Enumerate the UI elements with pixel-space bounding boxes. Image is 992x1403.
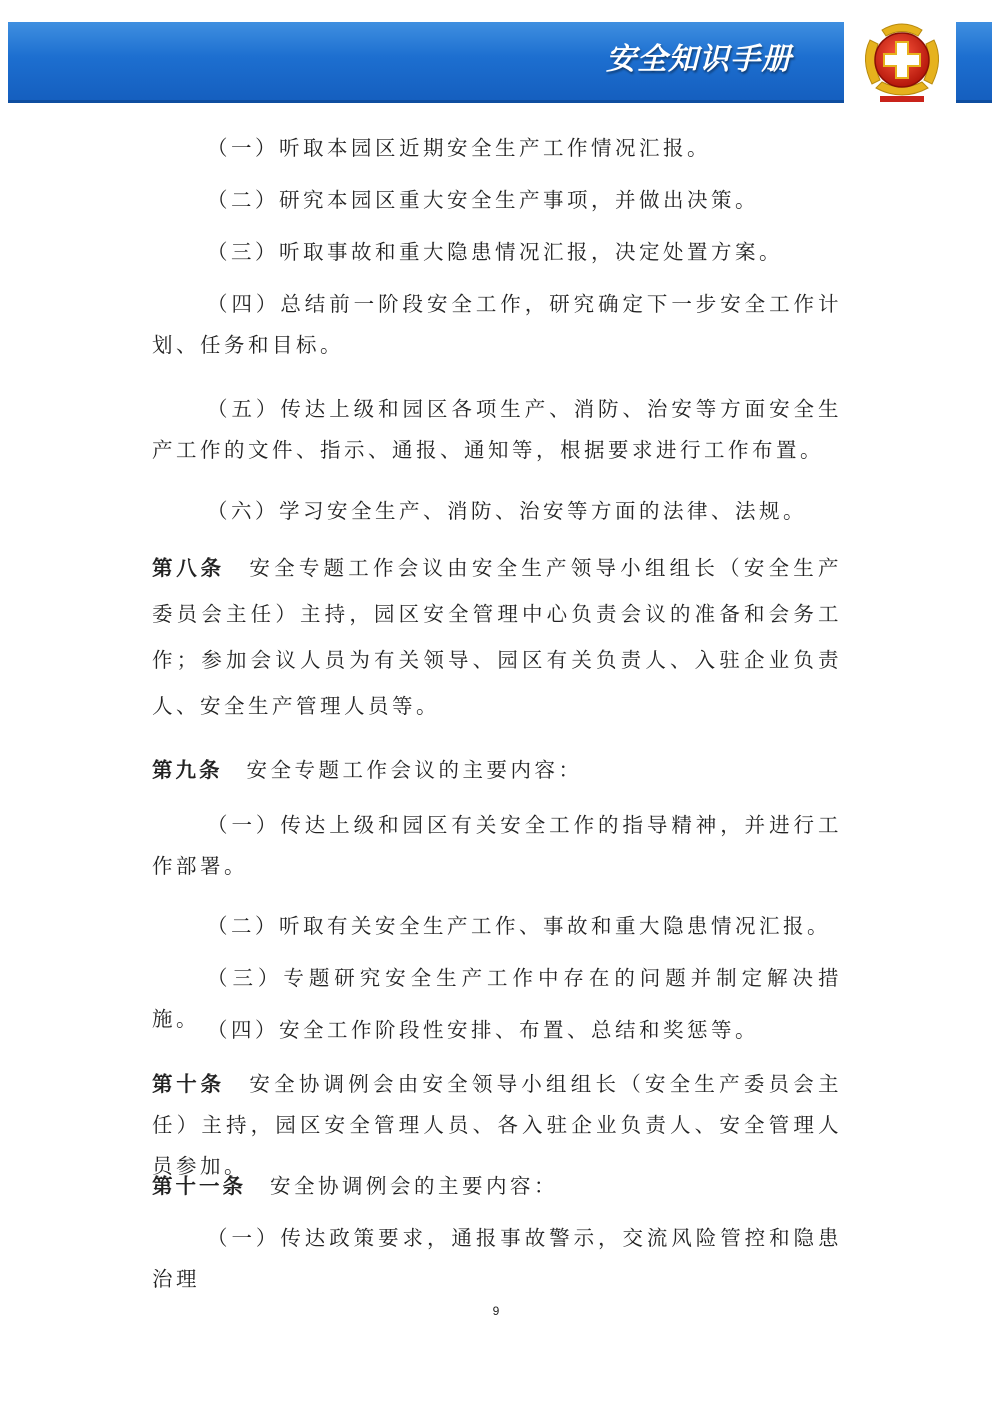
paragraph-text: （一）传达政策要求，通报事故警示，交流风险管控和隐患治理 [152, 1226, 842, 1291]
article-label: 第十条 [152, 1072, 225, 1096]
paragraph [152, 232, 842, 273]
paragraph-text: （一）传达上级和园区有关安全工作的指导精神，并进行工作部署。 [152, 813, 842, 878]
paragraph-text: （二）听取有关安全生产工作、事故和重大隐患情况汇报。 [207, 914, 831, 938]
paragraph [152, 180, 842, 221]
paragraph-text: （六）学习安全生产、消防、治安等方面的法律、法规。 [207, 499, 807, 523]
paragraph-text: （四）安全工作阶段性安排、布置、总结和奖惩等。 [207, 1018, 759, 1042]
article-label: 第九条 [152, 758, 223, 782]
article-text: 安全协调例会的主要内容： [270, 1174, 558, 1198]
article-text: 安全协调例会由安全领导小组组长（安全生产委员会主任）主持，园区安全管理人员、各入驻企业负责人、安全管理人员参加。 [152, 1072, 843, 1178]
paragraph [152, 128, 842, 169]
paragraph [152, 805, 842, 887]
header-band-right [956, 22, 992, 103]
paragraph-text: （一）听取本园区近期安全生产工作情况汇报。 [207, 136, 711, 160]
paragraph [152, 906, 842, 947]
article-label: 第八条 [152, 556, 225, 580]
article-text: 安全专题工作会议的主要内容： [246, 758, 583, 782]
paragraph-text: （三）专题研究安全生产工作中存在的问题并制定解决措施。 [152, 966, 842, 1031]
paragraph-text: （二）研究本园区重大安全生产事项，并做出决策。 [207, 188, 759, 212]
safety-emblem-icon [852, 10, 952, 106]
article-8 [152, 545, 842, 729]
article-11 [152, 1166, 842, 1207]
paragraph-text: （三）听取事故和重大隐患情况汇报，决定处置方案。 [207, 240, 783, 264]
paragraph [152, 1218, 842, 1300]
paragraph [152, 389, 842, 471]
article-9 [152, 750, 842, 791]
paragraph-text: （五）传达上级和园区各项生产、消防、治安等方面安全生产工作的文件、指示、通报、通知等，根据要求进行工作布置。 [152, 397, 842, 462]
page-number: 9 [492, 1304, 500, 1318]
paragraph [152, 284, 842, 366]
article-label: 第十一条 [152, 1174, 246, 1198]
paragraph-text: （四）总结前一阶段安全工作，研究确定下一步安全工作计划、任务和目标。 [152, 292, 842, 357]
article-text: 安全专题工作会议由安全生产领导小组组长（安全生产委员会主任）主持，园区安全管理中心负责会议的准备和会务工作；参加会议人员为有关领导、园区有关负责人、入驻企业负责人、安全生产管理人员等。 [152, 556, 843, 718]
paragraph [152, 1010, 842, 1051]
paragraph [152, 491, 842, 532]
header-title: 安全知识手册 [606, 42, 792, 77]
